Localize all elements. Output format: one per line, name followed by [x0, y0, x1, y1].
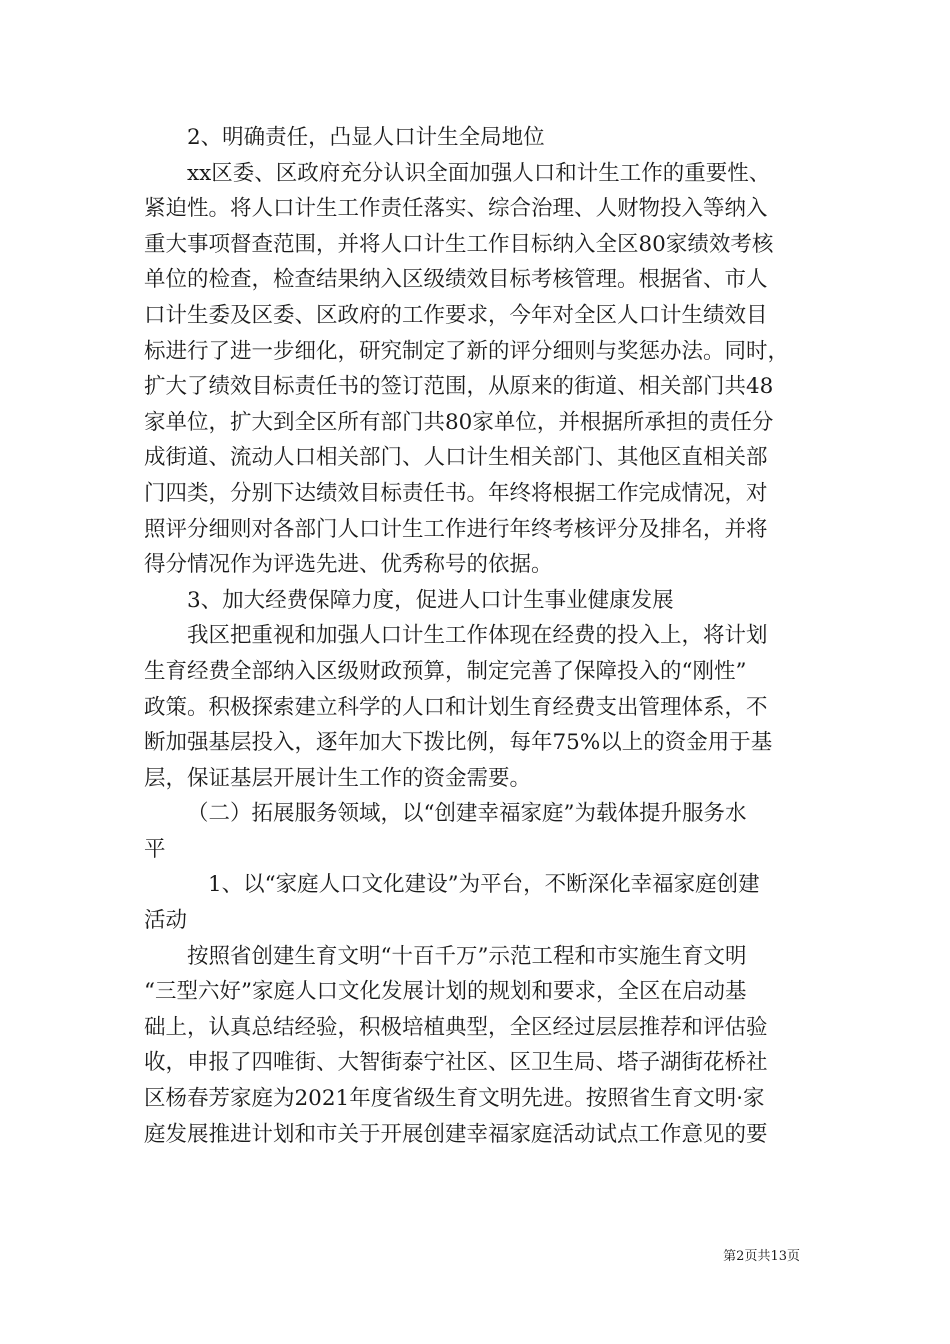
paragraph-line: 础上，认真总结经验，积极培植典型，全区经过层层推荐和评估验: [144, 1014, 768, 1040]
paragraph-line: 得分情况作为评选先进、优秀称号的依据。: [144, 552, 553, 578]
paragraph-line: “三型六好”家庭人口文化发展计划的规划和要求，全区在启动基: [144, 979, 747, 1005]
paragraph-line: 紧迫性。将人口计生工作责任落实、综合治理、人财物投入等纳入: [144, 196, 768, 222]
paragraph-line: 照评分细则对各部门人口计生工作进行年终考核评分及排名，并将: [144, 516, 768, 542]
paragraph-line: 重大事项督查范围，并将人口计生工作目标纳入全区80家绩效考核: [144, 231, 774, 257]
subheading: 1、以“家庭人口文化建设”为平台，不断深化幸福家庭创建: [208, 872, 760, 898]
paragraph-line: 层，保证基层开展计生工作的资金需要。: [144, 765, 532, 791]
paragraph-line: 区杨春芳家庭为2021年度省级生育文明先进。按照省生育文明·家: [144, 1086, 765, 1112]
page-number-footer: 第2页共13页: [723, 1249, 800, 1264]
paragraph-line: 单位的检查，检查结果纳入区级绩效目标考核管理。根据省、市人: [144, 267, 768, 293]
paragraph-line: 政策。积极探索建立科学的人口和计划生育经费支出管理体系，不: [144, 694, 768, 720]
paragraph-line: 扩大了绩效目标责任书的签订范围，从原来的街道、相关部门共48: [144, 374, 774, 400]
paragraph-line: 断加强基层投入，逐年加大下拨比例，每年75%以上的资金用于基: [144, 730, 773, 756]
subheading: 3、加大经费保障力度，促进人口计生事业健康发展: [187, 587, 674, 613]
subheading-continuation: 活动: [144, 908, 188, 934]
section-heading-continuation: 平: [144, 836, 166, 862]
document-body: [144, 120, 812, 1152]
paragraph-line: 成街道、流动人口相关部门、人口计生相关部门、其他区直相关部: [144, 445, 768, 471]
paragraph-line: 家单位，扩大到全区所有部门共80家单位，并根据所承担的责任分: [144, 409, 774, 435]
subheading: 2、明确责任，凸显人口计生全局地位: [187, 125, 545, 150]
paragraph-line: 庭发展推进计划和市关于开展创建幸福家庭活动试点工作意见的要: [144, 1121, 768, 1147]
paragraph-line: 我区把重视和加强人口计生工作体现在经费的投入上，将计划: [187, 623, 768, 649]
paragraph-line: 收，申报了四唯街、大智街泰宁社区、区卫生局、塔子湖街花桥社: [144, 1050, 768, 1076]
paragraph-line: xx区委、区政府充分认识全面加强人口和计生工作的重要性、: [187, 160, 771, 186]
paragraph-line: 门四类，分别下达绩效目标责任书。年终将根据工作完成情况，对: [144, 480, 768, 506]
paragraph-line: 口计生委及区委、区政府的工作要求，今年对全区人口计生绩效目: [144, 302, 768, 328]
paragraph-line: 标进行了进一步细化，研究制定了新的评分细则与奖惩办法。同时，: [144, 338, 790, 364]
section-heading: （二）拓展服务领域，以“创建幸福家庭”为载体提升服务水: [187, 801, 747, 827]
paragraph-line: 生育经费全部纳入区级财政预算，制定完善了保障投入的“刚性”: [144, 658, 747, 684]
paragraph-line: 按照省创建生育文明“十百千万”示范工程和市实施生育文明: [187, 943, 747, 969]
